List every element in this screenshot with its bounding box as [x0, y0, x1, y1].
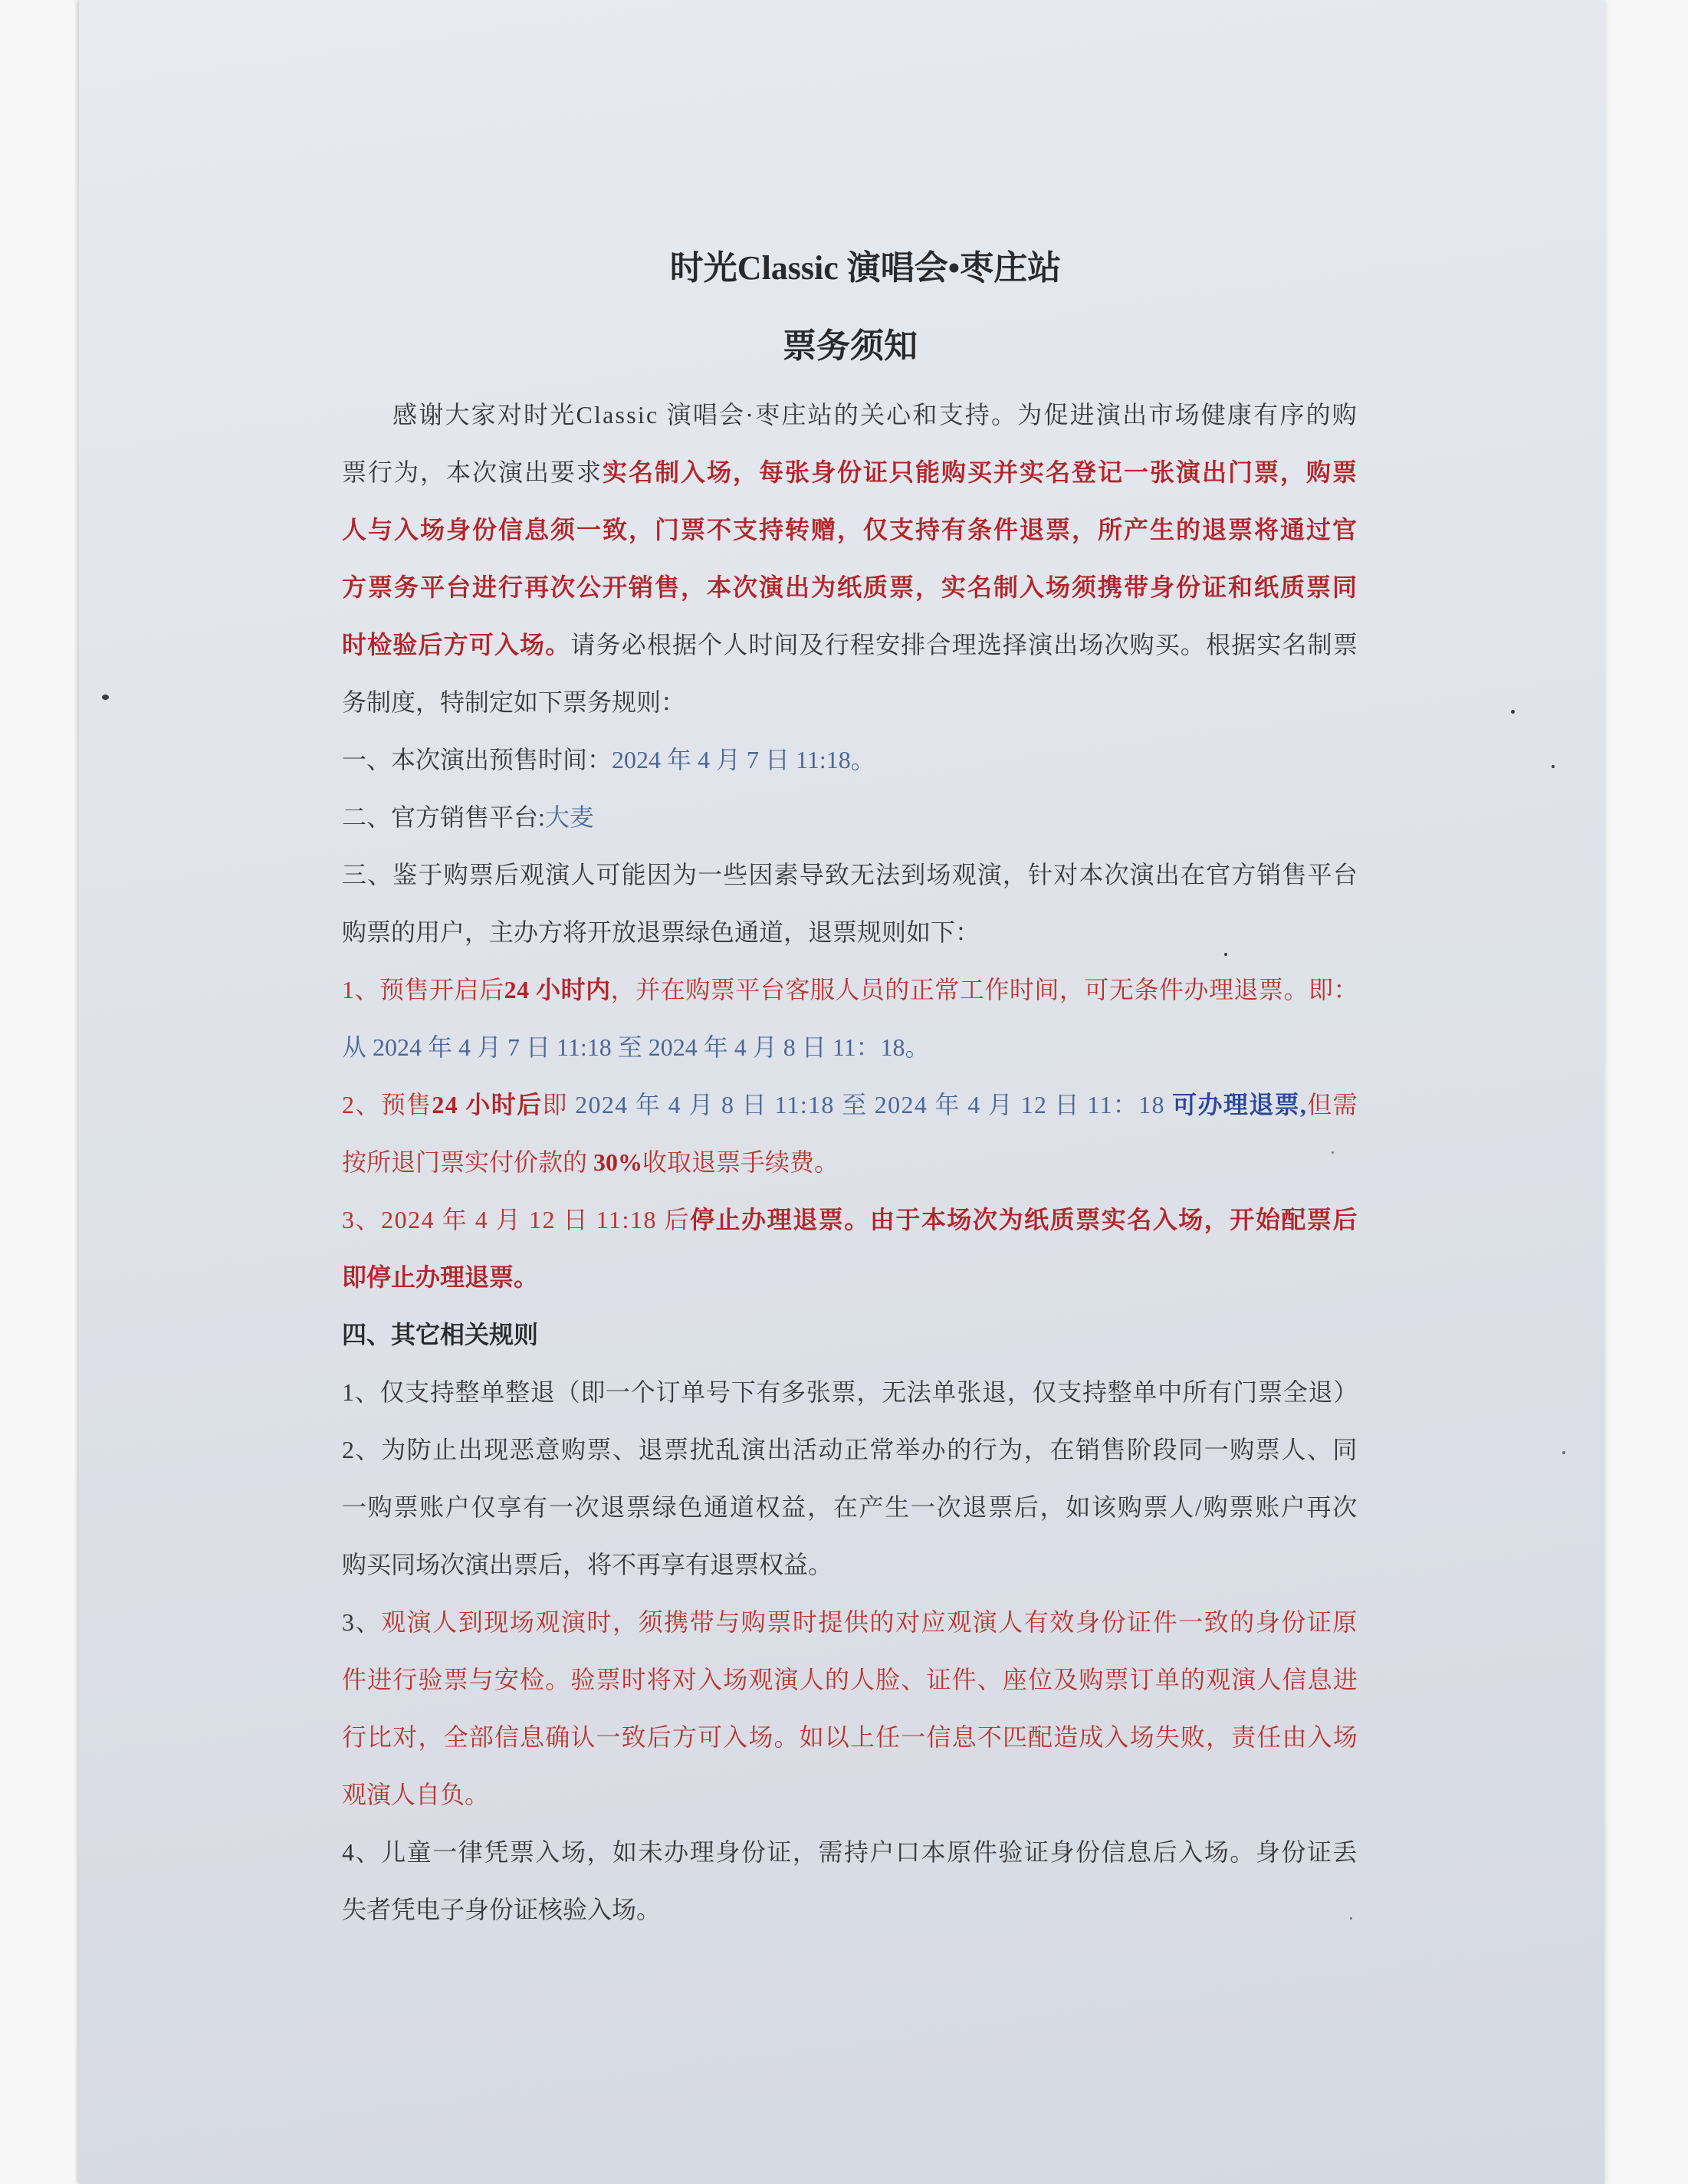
- rule-2-label: 二、官方销售平台:: [342, 803, 545, 831]
- text-line: [342, 386, 1358, 444]
- refund-rule-2-highlight: 24 小时后: [432, 1091, 543, 1118]
- text-line: [342, 1536, 1358, 1594]
- text-line: [342, 1479, 1358, 1536]
- refund-rule-1-highlight: 24 小时内: [504, 976, 611, 1003]
- refund-rule-1-text: 1、预售开启后: [342, 976, 504, 1003]
- text-line: [342, 1364, 1358, 1421]
- intro-text: 务制度，特制定如下票务规则：: [342, 688, 686, 716]
- refund-rule-3-highlight: 即停止办理退票。: [342, 1263, 539, 1291]
- intro-text: 票行为，本次演出要求: [342, 458, 603, 486]
- rule-3-text: 三、鉴于购票后观演人可能因为一些因素导致无法到场观演，针对本次演出在官方销售平台: [342, 861, 1358, 888]
- sales-platform-value: 大麦: [544, 803, 594, 831]
- text-line: [342, 1824, 1358, 1881]
- document-subtitle: 票务须知: [783, 327, 918, 365]
- text-line: [342, 1249, 1358, 1306]
- document-title: 时光Classic 演唱会•枣庄站: [669, 249, 1062, 287]
- text-line: [342, 731, 1358, 789]
- refund-rule-2-period: 2024 年 4 月 8 日 11:18 至 2024 年 4 月 12 日 11：18: [575, 1091, 1173, 1118]
- rule-3-text: 购票的用户，主办方将开放退票绿色通道，退票规则如下：: [342, 918, 980, 946]
- other-rule-3-text: 观演人到现场观演时，须携带与购票时提供的对应观演人有效身份证件一致的身份证原: [381, 1608, 1358, 1636]
- refund-rule-2-text: 2、预售: [342, 1091, 432, 1118]
- text-line: [342, 961, 1358, 1019]
- text-line: [342, 789, 1358, 846]
- other-rule-2-text: 购买同场次演出票后，将不再享有退票权益。: [342, 1551, 833, 1578]
- text-line: [342, 1651, 1358, 1709]
- paper-speck: [102, 695, 109, 700]
- text-line: [342, 444, 1358, 501]
- other-rule-3-number: 3、: [342, 1608, 382, 1636]
- refund-rule-2-text: 按所退门票实付价款的: [342, 1148, 594, 1176]
- text-line: [342, 674, 1358, 731]
- other-rule-3-text: 件进行验票与安检。验票时将对入场观演人的人脸、证件、座位及购票订单的观演人信息进: [342, 1666, 1358, 1693]
- refund-rule-1-text: ，并在购票平台客服人员的正常工作时间，可无条件办理退票。即：: [610, 976, 1358, 1003]
- section-4-heading: 四、其它相关规则: [342, 1321, 539, 1348]
- other-rule-4-text: 失者凭电子身份证核验入场。: [342, 1896, 662, 1923]
- text-line: [342, 1191, 1358, 1249]
- text-line: [342, 616, 1358, 674]
- text-line: [342, 1134, 1358, 1191]
- text-line: [342, 1881, 1358, 1939]
- other-rule-1-text: 1、仅支持整单整退（即一个订单号下有多张票，无法单张退，仅支持整单中所有门票全退）: [342, 1378, 1358, 1406]
- text-line: [342, 559, 1358, 616]
- text-line: [342, 1594, 1358, 1651]
- rule-1-label: 一、本次演出预售时间：: [342, 746, 612, 773]
- other-rule-2-text: 一购票账户仅享有一次退票绿色通道权益，在产生一次退票后，如该购票人/购票账户再次: [342, 1493, 1358, 1521]
- paper-speck: [1511, 710, 1515, 714]
- intro-text: 感谢大家对时光Classic 演唱会·枣庄站的关心和支持。为促进演出市场健康有序的购: [392, 401, 1358, 429]
- other-rule-3-text: 行比对，全部信息确认一致后方可入场。如以上任一信息不匹配造成入场失败，责任由入场: [342, 1723, 1358, 1751]
- other-rule-2-text: 2、为防止出现恶意购票、退票扰乱演出活动正常举办的行为，在销售阶段同一购票人、同: [342, 1436, 1358, 1463]
- refund-rule-3-text: 3、2024 年 4 月 12 日 11:18 后: [342, 1206, 691, 1233]
- notice-body: [342, 386, 1358, 1939]
- real-name-notice: 实名制入场，每张身份证只能购买并实名登记一张演出门票，购票: [603, 458, 1358, 486]
- real-name-notice: 方票务平台进行再次公开销售，本次演出为纸质票，实名制入场须携带身份证和纸质票同: [342, 573, 1358, 601]
- refund-rule-3-highlight: 停止办理退票。由于本场次为纸质票实名入场，开始配票后: [690, 1206, 1358, 1233]
- text-line: [342, 1709, 1358, 1766]
- refund-fee-rate: 30%: [593, 1148, 643, 1176]
- other-rule-3-text: 观演人自负。: [342, 1781, 490, 1808]
- refund-rule-2-text: 但需: [1307, 1091, 1358, 1118]
- paper-speck: [1562, 1451, 1565, 1454]
- text-line: [342, 1019, 1358, 1076]
- real-name-notice: 时检验后方可入场。: [342, 631, 571, 658]
- refund-rule-2-text: 收取退票手续费。: [642, 1148, 839, 1176]
- presale-time-value: 2024 年 4 月 7 日 11:18。: [612, 746, 875, 773]
- text-line: [342, 1306, 1358, 1364]
- other-rule-4-text: 4、儿童一律凭票入场，如未办理身份证，需持户口本原件验证身份信息后入场。身份证丢: [342, 1838, 1358, 1866]
- real-name-notice: 人与入场身份信息须一致，门票不支持转赠，仅支持有条件退票，所产生的退票将通过官: [342, 516, 1358, 544]
- refund-rule-2-allowed: 可办理退票,: [1172, 1091, 1308, 1118]
- text-line: [342, 846, 1358, 904]
- text-line: [342, 1076, 1358, 1134]
- text-line: [342, 501, 1358, 559]
- text-line: [342, 904, 1358, 961]
- refund-rule-1-period: 从 2024 年 4 月 7 日 11:18 至 2024 年 4 月 8 日 11：18。: [342, 1033, 930, 1061]
- text-line: [342, 1766, 1358, 1824]
- text-line: [342, 1421, 1358, 1479]
- intro-text: 请务必根据个人时间及行程安排合理选择演出场次购买。根据实名制票: [570, 631, 1358, 658]
- paper-speck: [1552, 765, 1555, 768]
- refund-rule-2-text: 即: [542, 1091, 576, 1118]
